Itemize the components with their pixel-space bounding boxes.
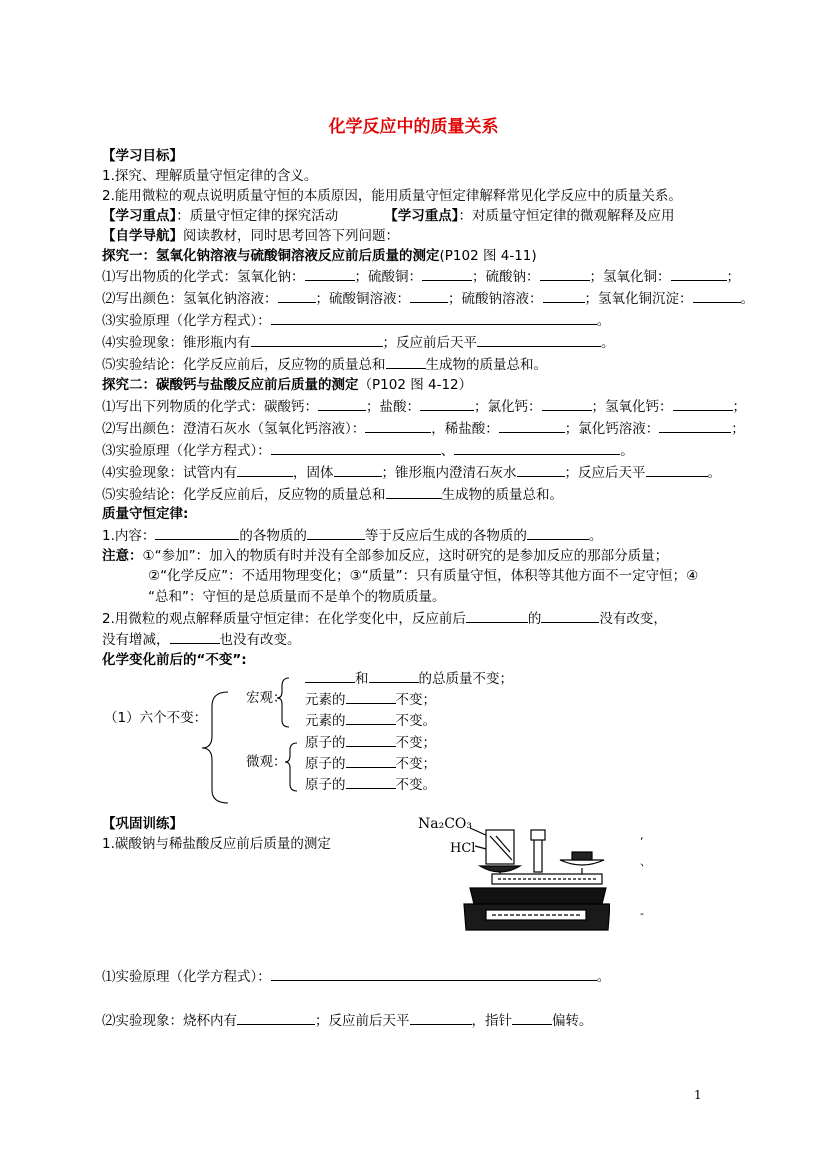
q-text: ⑴实验原理（化学方程式）： xyxy=(102,969,271,985)
blank[interactable] xyxy=(346,710,396,725)
q-text: 2.用微粒的观点解释质量守恒定律：在化学变化中，反应前后 xyxy=(102,611,466,627)
q-text: 原子的 xyxy=(305,777,346,793)
q-text: ⑸实验结论：化学反应前后，反应物的质量总和 xyxy=(102,487,386,503)
blank[interactable] xyxy=(346,689,396,704)
blank[interactable] xyxy=(512,1010,552,1025)
margin-mark: , xyxy=(640,829,644,842)
note-label: 注意： xyxy=(102,548,143,564)
q-text: 不变； xyxy=(395,756,436,772)
q-text: ； xyxy=(732,399,746,415)
blank[interactable] xyxy=(271,966,597,981)
q-text: ⑷实验现象：锥形瓶内有 xyxy=(102,335,251,351)
invariant-m3 xyxy=(305,710,436,731)
exp2-heading: 探究二：碳酸钙与盐酸反应前后质量的测定 xyxy=(102,377,359,393)
practice-heading: 【巩固训练】 xyxy=(102,816,183,832)
practice-q1 xyxy=(102,966,610,986)
q-text: ⑵写出颜色：氢氧化钠溶液： xyxy=(102,291,278,307)
q-text: 原子的 xyxy=(305,735,346,751)
blank[interactable] xyxy=(369,668,419,683)
blank[interactable] xyxy=(346,732,396,747)
q-text: 的 xyxy=(527,611,542,627)
q-text: 不变。 xyxy=(395,777,436,793)
invariant-heading: 化学变化前后的“不变”: xyxy=(102,652,247,668)
q-text: 原子的 xyxy=(305,756,346,772)
key-text-1: ：质量守恒定律的探究活动 xyxy=(176,208,339,224)
q-text: ；反应前后天平 xyxy=(315,1013,410,1029)
q-text: 生成物的质量总和。 xyxy=(441,487,563,503)
q-text: 也没有改变。 xyxy=(219,632,301,648)
q-text: 没有改变， xyxy=(599,611,667,627)
q-text: 的总质量不变； xyxy=(418,671,513,687)
q-text: 。 xyxy=(588,528,603,544)
invariant-m2 xyxy=(305,689,436,710)
guide-text: 阅读教材，同时思考回答下列问题： xyxy=(183,228,399,244)
q-text: 。 xyxy=(601,335,615,351)
q-text: ；氢氧化铜： xyxy=(589,269,671,285)
q-text: 。 xyxy=(596,313,611,329)
invariant-n1 xyxy=(305,732,436,753)
q-text: ⑴写出物质的化学式：氢氧化钠： xyxy=(102,269,305,285)
goal-item-2: 2.能用微粒的观点说明质量守恒的本质原因，能用质量守恒定律解释常见化学反应中的质量关系。 xyxy=(102,188,682,204)
q-text: ；盐酸： xyxy=(366,399,420,415)
margin-mark: 、 xyxy=(640,855,651,868)
key-text-2: ：对质量守恒定律的微观解释及应用 xyxy=(458,208,675,224)
q-text: ； xyxy=(731,421,745,437)
note-line-2: ②“化学反应”：不适用物理变化；③“质量”：只有质量守恒，体积等其他方面不一定守恒；④ xyxy=(148,568,699,584)
q-text: ⑸实验结论：化学反应前后，反应物的质量总和 xyxy=(102,357,386,373)
q-text: 不变； xyxy=(395,735,436,751)
q-text: ；硫酸铜： xyxy=(354,269,422,285)
key-label-2: 【学习重点】 xyxy=(384,208,459,224)
q-text: ；反应后天平 xyxy=(564,465,646,481)
q-text: ⑵实验现象：烧杯内有 xyxy=(102,1013,237,1029)
note-text: ①“参加”：加入的物质有时并没有全部参加反应，这时研究的是参加反应的那部分质量； xyxy=(142,548,669,564)
goal-item-1: 1.探究、理解质量守恒定律的含义。 xyxy=(102,168,318,184)
q-text: ； xyxy=(726,269,740,285)
blank[interactable] xyxy=(237,1010,315,1025)
q-text: 和 xyxy=(355,671,369,687)
q-text: ；氯化钙： xyxy=(474,399,542,415)
page-title: 化学反应中的质量关系 xyxy=(328,117,499,137)
q-text: ⑶实验原理（化学方程式）： xyxy=(102,313,271,329)
q-text: ，稀盐酸： xyxy=(431,421,499,437)
law-heading: 质量守恒定律: xyxy=(102,506,189,522)
key-label-1: 【学习重点】 xyxy=(102,208,177,224)
q-text: 等于反应后生成的各物质的 xyxy=(364,528,527,544)
balance-scale-icon xyxy=(410,812,610,936)
micro-label: 微观： xyxy=(246,754,287,770)
q-text: ⑷实验现象：试管内有 xyxy=(102,465,237,481)
q-text: ，固体 xyxy=(293,465,334,481)
q-text: 。 xyxy=(620,443,634,459)
q-text: ；氯化钙溶液： xyxy=(564,421,660,437)
q-text: ；硫酸钠溶液： xyxy=(448,291,543,307)
macro-label: 宏观： xyxy=(246,690,287,706)
blank[interactable] xyxy=(346,774,396,789)
q-text: 。 xyxy=(740,291,754,307)
q-text: ；氢氧化钙： xyxy=(591,399,673,415)
margin-mark: - xyxy=(640,907,644,920)
q-text: ⑵写出颜色：澄清石灰水（氢氧化钙溶液）： xyxy=(102,421,366,437)
exp1-ref: (P102 图 4-11) xyxy=(439,248,537,264)
fig-label-na2co3: Na₂CO₃ xyxy=(418,816,473,832)
exp2-ref: （P102 图 4-12） xyxy=(358,377,473,393)
blank[interactable] xyxy=(305,668,355,683)
invariant-n3 xyxy=(305,774,436,795)
blank[interactable] xyxy=(410,1010,472,1025)
q-text: ，指针 xyxy=(471,1013,512,1029)
blank[interactable] xyxy=(346,753,396,768)
invariant-m1 xyxy=(305,668,513,689)
page-number: 1 xyxy=(694,1088,702,1102)
q-text: ；锥形瓶内澄清石灰水 xyxy=(381,465,517,481)
q-text: 生成物的质量总和。 xyxy=(425,357,547,373)
q-text: 。 xyxy=(596,969,611,985)
goals-heading: 【学习目标】 xyxy=(102,148,183,164)
q-text: ⑴写出下列物质的化学式：碳酸钙： xyxy=(102,399,318,415)
q-text: ；氢氧化铜沉淀： xyxy=(584,291,693,307)
q-text: ；反应前后天平 xyxy=(382,335,477,351)
note-line-3: “总和”：守恒的是总质量而不是单个的物质质量。 xyxy=(148,589,446,605)
q-text: 元素的 xyxy=(305,692,346,708)
invariant-n2 xyxy=(305,753,436,774)
q-text: 、 xyxy=(440,443,455,459)
practice-item-1: 1.碳酸钠与稀盐酸反应前后质量的测定 xyxy=(102,836,331,852)
q-text: 不变。 xyxy=(395,713,436,729)
balance-figure xyxy=(410,812,610,940)
guide-label: 【自学导航】 xyxy=(102,228,183,244)
q-text: 。 xyxy=(707,465,721,481)
q-text: 不变； xyxy=(395,692,436,708)
q-text: ⑶实验原理（化学方程式）： xyxy=(102,443,271,459)
q-text: 1.内容： xyxy=(102,528,156,544)
q-text: ；硫酸钠： xyxy=(472,269,540,285)
six-invariants-label: （1）六个不变： xyxy=(104,710,208,726)
fig-label-hcl: HCl xyxy=(450,841,476,856)
q-text: ；硫酸铜溶液： xyxy=(315,291,410,307)
q-text: 元素的 xyxy=(305,713,346,729)
q-text: 的各物质的 xyxy=(239,528,307,544)
q-text: 没有增减， xyxy=(102,632,170,648)
exp1-heading: 探究一：氢氧化钠溶液与硫酸铜溶液反应前后质量的测定 xyxy=(102,248,440,264)
q-text: 偏转。 xyxy=(552,1013,593,1029)
practice-q2 xyxy=(102,1010,593,1030)
